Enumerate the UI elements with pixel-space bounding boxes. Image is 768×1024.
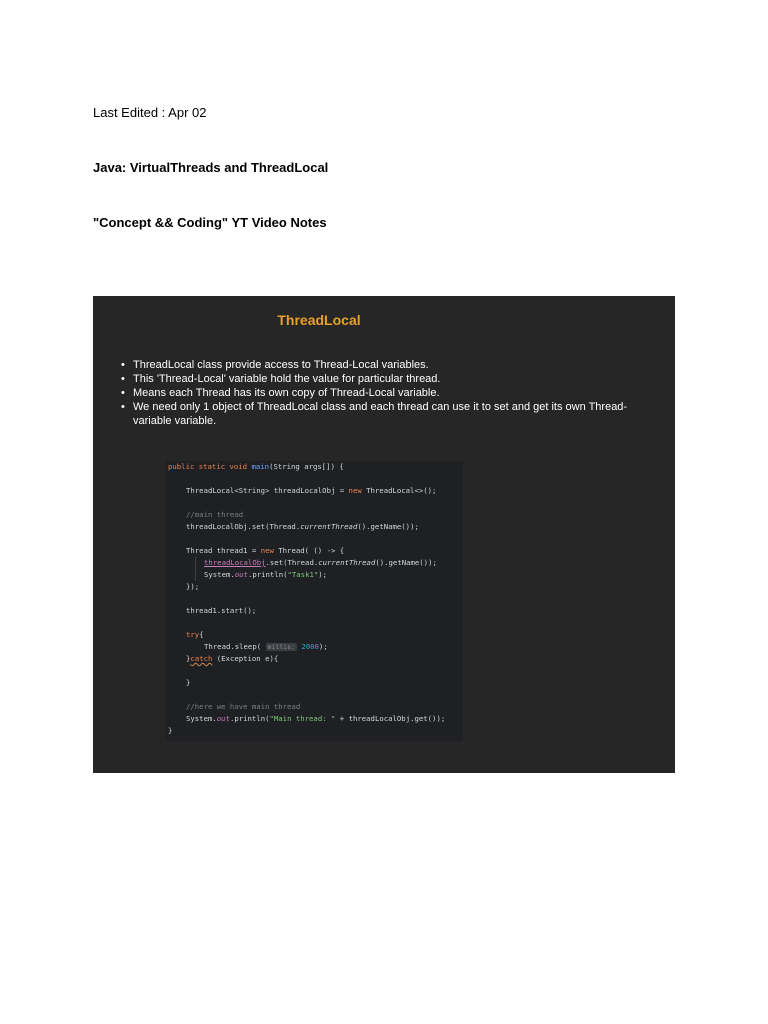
code-token: .println( [247, 570, 288, 579]
code-token: ThreadLocal<>(); [361, 486, 437, 495]
code-line: } [168, 726, 173, 735]
bullet-item: • We need only 1 object of ThreadLocal class and each thread can use it to set and get its own Thread-variable variable. [121, 400, 661, 428]
code-token: .println( [229, 714, 270, 723]
code-token: Thread thread1 = [186, 546, 261, 555]
code-comment: //here we have main thread [186, 702, 301, 711]
code-token: threadLocalObj.set(Thread. [186, 522, 301, 531]
code-token: System. [204, 570, 235, 579]
code-line: }); [186, 582, 200, 591]
code-token: out [216, 714, 230, 723]
document-title: Java: VirtualThreads and ThreadLocal [93, 160, 329, 175]
code-token: ThreadLocal<String> threadLocalObj = [186, 486, 349, 495]
code-token: 2000 [296, 642, 319, 651]
code-snippet [166, 461, 463, 741]
code-line [186, 485, 436, 497]
code-line [186, 521, 419, 533]
code-token: public static void [168, 462, 252, 471]
bullet-item: • ThreadLocal class provide access to Thread-Local variables. [121, 358, 661, 372]
code-line [186, 629, 204, 641]
parameter-hint: millis: [267, 643, 295, 651]
document-subtitle: "Concept && Coding" YT Video Notes [93, 215, 327, 230]
code-token: ().getName()); [375, 558, 437, 567]
code-token: try [186, 630, 200, 639]
code-line [186, 653, 278, 665]
code-line [204, 569, 327, 581]
code-token: Thread.sleep( [204, 642, 266, 651]
code-token: + threadLocalObj.get()); [335, 714, 446, 723]
code-token: (Exception e){ [212, 654, 279, 663]
code-token: currentThread [300, 522, 358, 531]
last-edited-text: Last Edited : Apr 02 [93, 105, 207, 120]
bullet-item: • This 'Thread-Local' variable hold the value for particular thread. [121, 372, 661, 386]
code-token: out [234, 570, 248, 579]
code-token: threadLocalObj [204, 558, 266, 567]
bullet-item: • Means each Thread has its own copy of Thread-Local variable. [121, 386, 661, 400]
code-token: (String args[]) { [269, 462, 344, 471]
code-token: } [186, 654, 191, 663]
code-token: Thread( () -> { [273, 546, 345, 555]
slide-title: ThreadLocal [277, 312, 361, 328]
threadlocal-slide-image [93, 296, 675, 773]
slide-bullet-list [121, 358, 661, 428]
code-token: new [260, 546, 274, 555]
code-token: System. [186, 714, 217, 723]
code-line: thread1.start(); [186, 606, 257, 615]
code-line [186, 545, 344, 557]
code-token: currentThread [318, 558, 376, 567]
code-token: ().getName()); [357, 522, 419, 531]
code-token: new [348, 486, 362, 495]
code-token: ); [318, 642, 328, 651]
code-token: { [199, 630, 204, 639]
code-token: ); [318, 570, 328, 579]
code-token: catch [190, 654, 213, 663]
code-token: "Main thread: " [269, 714, 336, 723]
code-line [204, 557, 437, 569]
code-line: } [186, 678, 191, 687]
code-line [168, 461, 344, 473]
code-token: main [251, 462, 270, 471]
code-line [204, 641, 328, 653]
code-token: "Task1" [287, 570, 319, 579]
indent-guide [195, 557, 196, 581]
code-line [186, 713, 445, 725]
code-comment: //main thread [186, 510, 244, 519]
code-token: .set(Thread. [265, 558, 319, 567]
